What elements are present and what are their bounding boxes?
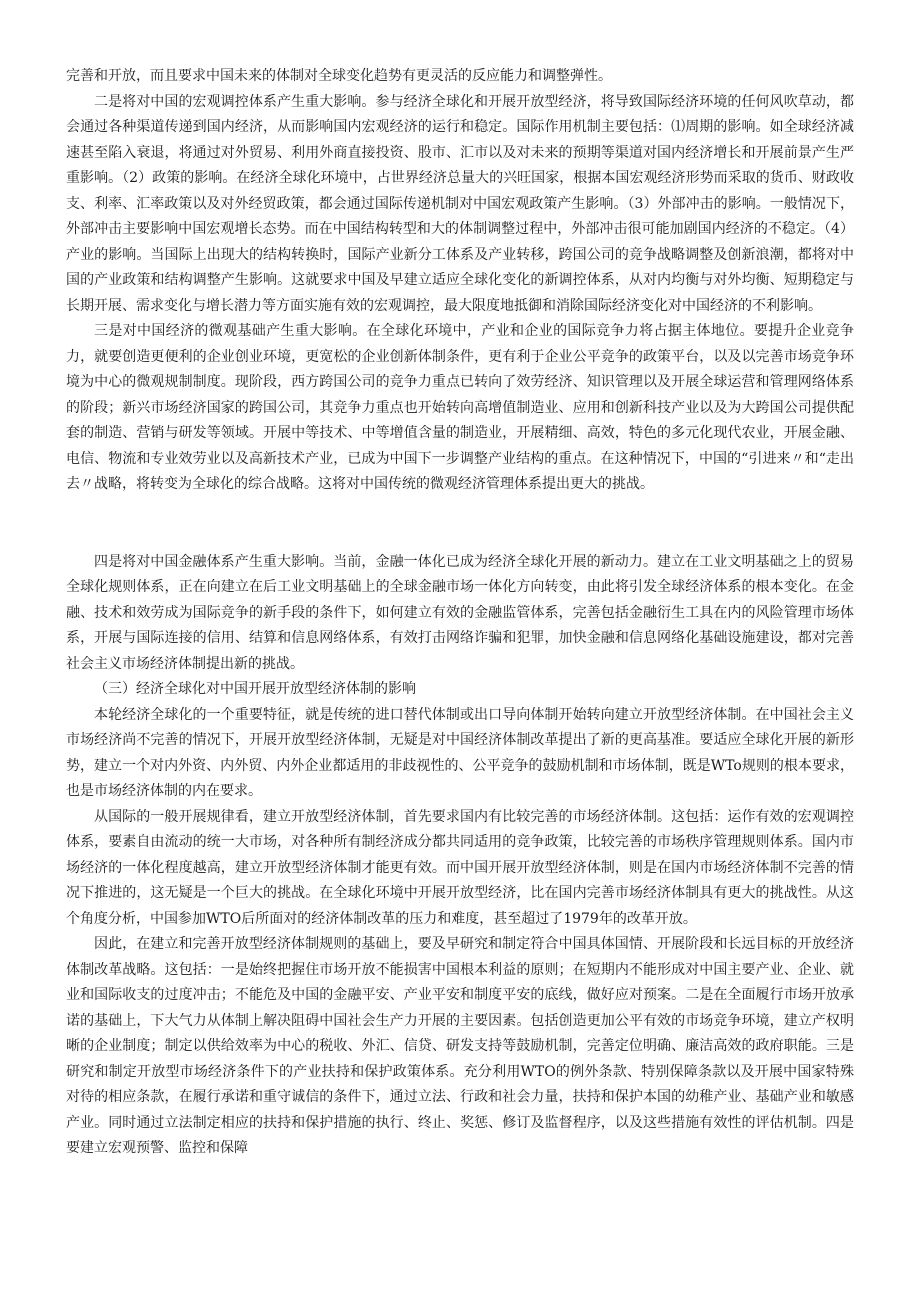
paragraph-open-economy: 本轮经济全球化的一个重要特征，就是传统的进口替代体制或出口导向体制开始转向建立开放型经济体制。在中国社会主义市场经济尚不完善的情况下，开展开放型经济体制，无疑是对中国经济体制改革提出了新的更高基准。要适应全球化开展的新形势，建立一个对内外资、内外贸、内外企业都适用的非歧视性的、公平竞争的鼓励机制和市场体制，既是WTo规则的根本要求，也是市场经济体制的内在要求。 bbox=[66, 706, 854, 799]
paragraph-financial-system: 四是将对中国金融体系产生重大影响。当前，金融一体化已成为经济全球化开展的新动力。建立在工业文明基础之上的贸易全球化规则体系，正在向建立在后工业文明基础上的全球金融市场一体化方向转变，由此将引发全球经济体系的根本变化。在金融、技术和效劳成为国际竞争的新手段的条件下，如何建立有效的金融监管体系，完善包括金融衍生工具在内的风险管理市场体系，开展与国际连接的信用、结算和信息网络体系，有效打击网络诈骗和犯罪，加快金融和信息网络化基础设施建设，都对完善社会主义市场经济体制提出新的挑战。 bbox=[66, 553, 854, 672]
document-page bbox=[66, 64, 854, 1162]
section-gap bbox=[66, 498, 854, 550]
paragraph-international-pattern: 从国际的一般开展规律看，建立开放型经济体制，首先要求国内有比较完善的市场经济体制。这包括：运作有效的宏观调控体系，要素自由流动的统一大市场，对各种所有制经济成分都共同适用的竞争政策，比较完善的市场秩序管理规则体系。国内市场经济的一体化程度越高，建立开放型经济体制才能更有效。而中国开展开放型经济体制，则是在国内市场经济体制不完善的情况下推进的，这无疑是一个巨大的挑战。在全球化环境中开展开放型经济，比在国内完善市场经济体制具有更大的挑战性。从这个角度分析，中国参加WTO后所面对的经济体制改革的压力和难度，甚至超过了1979年的改革开放。 bbox=[66, 808, 854, 927]
paragraph-macro-control: 二是将对中国的宏观调控体系产生重大影响。参与经济全球化和开展开放型经济，将导致国际经济环境的任何风吹草动，都会通过各种渠道传递到国内经济，从而影响国内宏观经济的运行和稳定。国际作用机制主要包括：⑴周期的影响。如全球经济减速甚至陷入衰退，将通过对外贸易、利用外商直接投资、股市、汇市以及对未来的预期等渠道对国内经济增长和开展前景产生严重影响。（2）政策的影响。在经济全球化环境中，占世界经济总量大的兴旺国家，根据本国宏观经济形势而采取的货币、财政收支、利率、汇率政策以及对外经贸政策，都会通过国际传递机制对中国宏观政策产生影响。（3）外部冲击的影响。一般情况下，外部冲击主要影响中国宏观增长态势。而在中国结构转型和大的体制调整过程中，外部冲击很可能加剧国内经济的不稳定。（4）产业的影响。当国际上出现大的结构转换时，国际产业新分工体系及产业转移，跨国公司的竞争战略调整及创新浪潮，都将对中国的产业政策和结构调整产生影响。这就要求中国及早建立适应全球化变化的新调控体系，从对内均衡与对外均衡、短期稳定与长期开展、需求变化与增长潜力等方面实施有效的宏观调控，最大限度地抵御和消除国际经济变化对中国经济的不利影响。 bbox=[66, 93, 854, 314]
paragraph-continuation: 完善和开放，而且要求中国未来的体制对全球变化趋势有更灵活的反应能力和调整弹性。 bbox=[66, 68, 612, 84]
paragraph-micro-foundation: 三是对中国经济的微观基础产生重大影响。在全球化环境中，产业和企业的国际竞争力将占据主体地位。要提升企业竞争力，就要创造更便利的企业创业环境，更宽松的企业创新体制条件，更有利于企业公平竞争的政策平台，以及以完善市场竞争环境为中心的微观规制制度。现阶段，西方跨国公司的竞争力重点已转向了效劳经济、知识管理以及开展全球运营和管理网络体系的阶段；新兴市场经济国家的跨国公司，其竞争力重点也开始转向高增值制造业、应用和创新科技产业以及为大跨国公司提供配套的制造、营销与研发等领域。开展中等技术、中等增值含量的制造业，开展精细、高效，特色的多元化现代农业，开展金融、电信、物流和专业效劳业以及高新技术产业，已成为中国下一步调整产业结构的重点。在这种情况下，中国的“引进来〃和“走出去〃战略，将转变为全球化的综合战略。这将对中国传统的微观经济管理体系提出更大的挑战。 bbox=[66, 323, 854, 492]
paragraph-reform-strategy: 因此，在建立和完善开放型经济体制规则的基础上，要及早研究和制定符合中国具体国情、开展阶段和长远目标的开放经济体制改革战略。这包括：一是始终把握住市场开放不能损害中国根本利益的原则；在短期内不能形成对中国主要产业、企业、就业和国际收支的过度冲击；不能危及中国的金融平安、产业平安和制度平安的底线，做好应对预案。二是在全面履行市场开放承诺的基础上，下大气力从体制上解决阻碍中国社会生产力开展的主要因素。包括创造更加公平有效的市场竞争环境，建立产权明晰的企业制度；制定以供给效率为中心的税收、外汇、信贷、研发支持等鼓励机制，完善定位明确、廉洁高效的政府职能。三是研究和制定开放型市场经济条件下的产业扶持和保护政策体系。充分利用WTO的例外条款、特别保障条款以及开展中国家特殊对待的相应条款，在履行承诺和重守诚信的条件下，通过立法、行政和社会力量，扶持和保护本国的幼稚产业、基础产业和敏感产业。同时通过立法制定相应的扶持和保护措施的执行、终止、奖惩、修订及监督程序，以及这些措施有效性的评估机制。四是要建立宏观预警、监控和保障 bbox=[66, 936, 854, 1156]
section-heading: （三）经济全球化对中国开展开放型经济体制的影响 bbox=[94, 681, 416, 697]
